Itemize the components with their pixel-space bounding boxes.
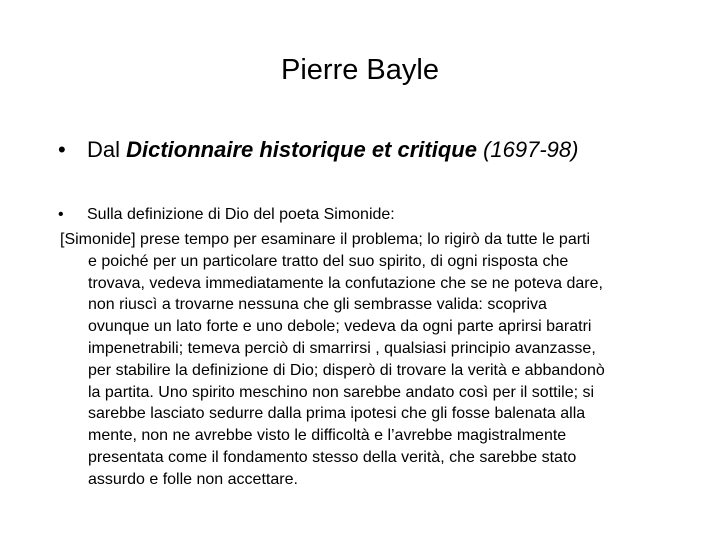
quote-line: trovava, vedeva immediatamente la confutazione che se ne poteva dare, [88, 274, 603, 292]
work-title: Dictionnaire historique et critique [126, 137, 477, 162]
sub-bullet-marker: • [58, 206, 64, 223]
quote-line: sarebbe lasciato sedurre dalla prima ipotesi che gli fosse balenata alla [88, 405, 586, 423]
quote-line: non riuscì a trovarne nessuna che gli sembrasse valida: scopriva [88, 296, 547, 314]
quote-line: ovunque un lato forte e uno debole; vedeva da ogni parte aprirsi baratri [88, 318, 592, 336]
bullet-marker: • [58, 137, 66, 162]
main-bullet-prefix: Dal [87, 137, 127, 162]
quote-line: la partita. Uno spirito meschino non sarebbe andato così per il sottile; si [88, 383, 595, 401]
sub-bullet-text: Sulla definizione di Dio del poeta Simonide: [87, 206, 395, 223]
quote-line: mente, non ne avrebbe visto le difficoltà e l’avrebbe magistralmente [88, 427, 567, 445]
quote-paragraph [60, 229, 685, 491]
main-bullet [58, 136, 578, 164]
slide-title: Pierre Bayle [281, 54, 439, 86]
quote-line: per stabilire la definizione di Dio; disperò di trovare la verità e abbandonò [88, 361, 605, 379]
work-years: (1697-98) [476, 137, 579, 162]
quote-line: impenetrabili; temeva perciò di smarrirsi , qualsiasi principio avanzasse, [88, 339, 596, 357]
sub-bullet [58, 204, 395, 225]
quote-line: assurdo e folle non accettare. [88, 470, 298, 488]
quote-line: e poiché per un particolare tratto del suo spirito, di ogni risposta che [88, 252, 569, 270]
quote-line: [Simonide] prese tempo per esaminare il problema; lo rigirò da tutte le parti [60, 231, 591, 248]
quote-line: presentata come il fondamento stesso della verità, che sarebbe stato [88, 448, 577, 466]
